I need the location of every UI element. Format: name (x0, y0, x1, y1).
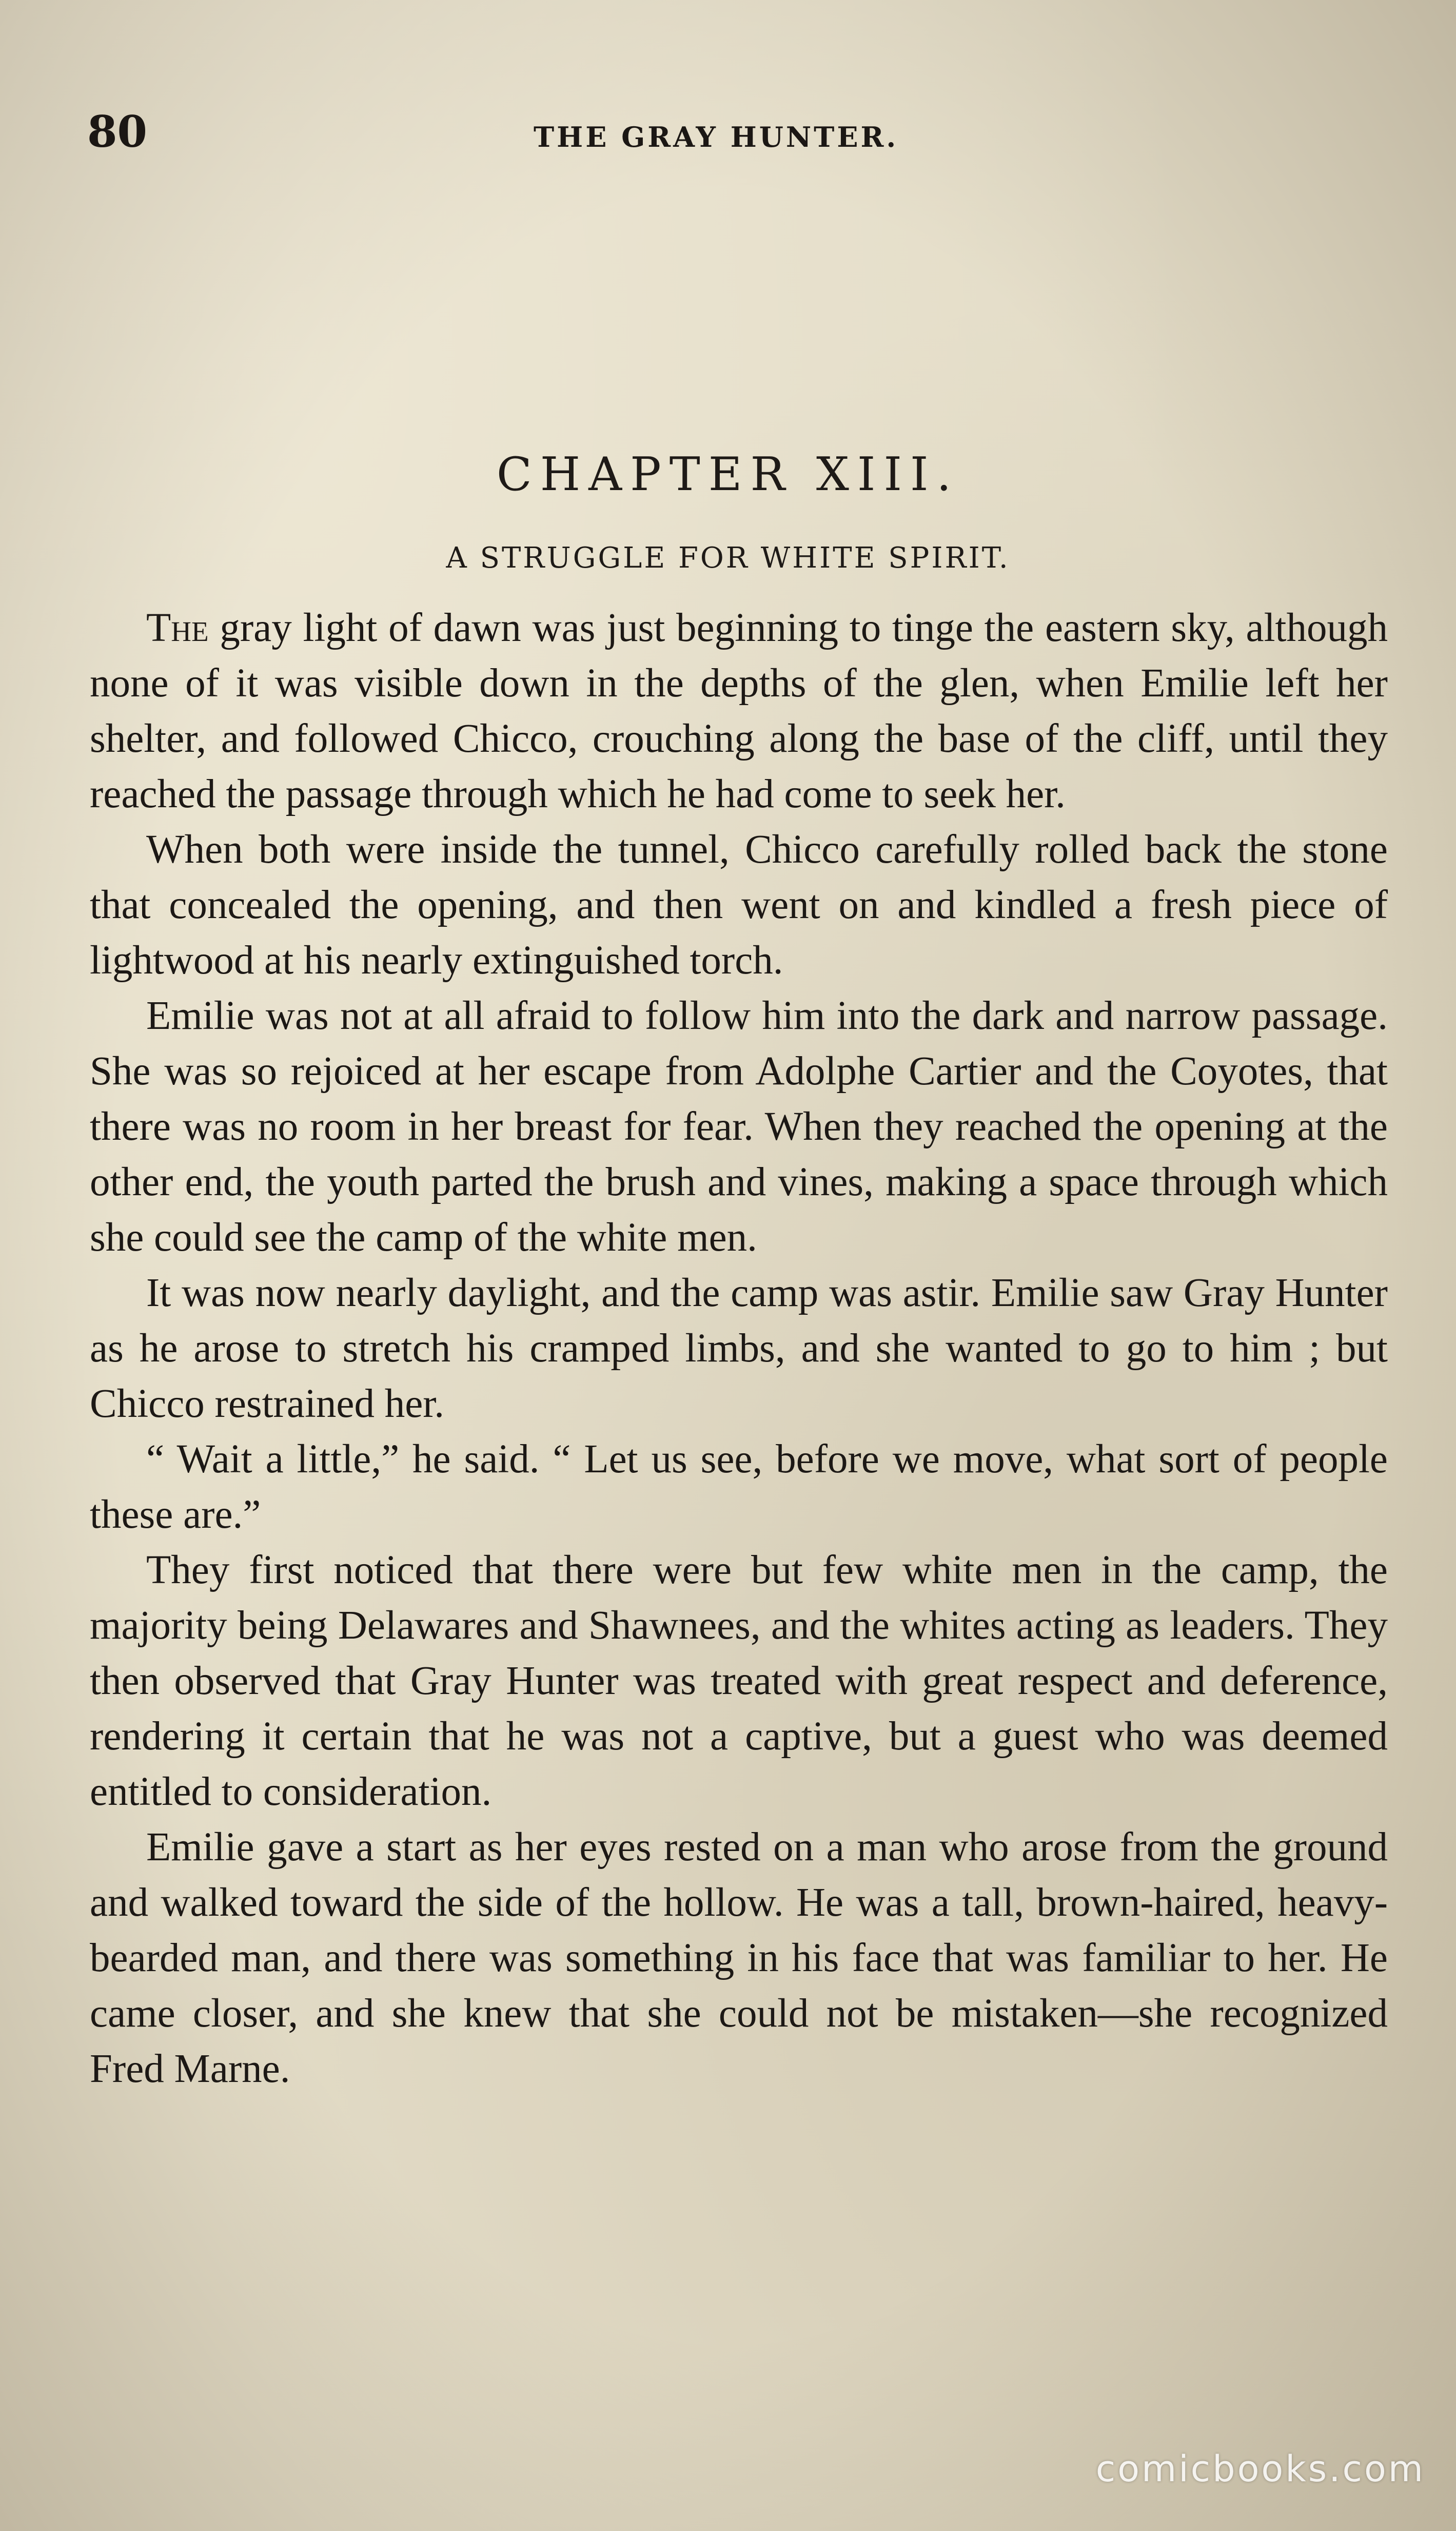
paragraph (90, 1543, 1388, 1820)
paragraph-text: Emilie gave a start as her eyes rested on a man who arose from the ground and walked toward the side of the hollow. He was a tall, brown-haired, heavy-bearded man, and there was something in his face that was familiar to her. He came closer, and she knew that she could not be mistaken—she recognized Fred Marne. (90, 1825, 1388, 2091)
chapter-body (90, 600, 1388, 2097)
paragraph-text: “ Wait a little,” he said. “ Let us see, before we move, what sort of people these are.” (90, 1437, 1388, 1537)
paragraph (90, 1266, 1388, 1432)
paragraph (90, 988, 1388, 1266)
chapter-title: CHAPTER XIII. (496, 447, 960, 501)
running-head: THE GRAY HUNTER. (534, 121, 899, 153)
paragraph-text: They first noticed that there were but few white men in the camp, the majority being Delawares and Shawnees, and the whites acting as leaders. They then observed that Gray Hunter was treated with great respect and deference, rendering it certain that he was not a captive, but a guest who was deemed entitled to consideration. (90, 1548, 1388, 1814)
paragraph (90, 600, 1388, 822)
page-number: 80 (87, 106, 147, 157)
paragraph (90, 822, 1388, 988)
paragraph-text: It was now nearly daylight, and the camp was astir. Emilie saw Gray Hunter as he arose to stretch his cramped limbs, and she wanted to go to him ; but Chicco restrained her. (90, 1271, 1388, 1426)
paragraph-text: When both were inside the tunnel, Chicco carefully rolled back the stone that concealed the opening, and then went on and kindled a fresh piece of lightwood at his nearly extinguished torch. (90, 827, 1388, 983)
paragraph-lead: The (146, 606, 209, 650)
paragraph (90, 1820, 1388, 2097)
watermark: comicbooks.com (1095, 2448, 1425, 2490)
paragraph-text: Emilie was not at all afraid to follow him into the dark and narrow passage. She was so rejoiced at her escape from Adolphe Cartier and the Coyotes, that there was no room in her breast for fear. When they reached the opening at the other end, the youth parted the brush and vines, making a space through which she could see the camp of the white men. (90, 994, 1388, 1260)
paragraph (90, 1432, 1388, 1543)
paragraph-text: gray light of dawn was just beginning to tinge the eastern sky, although none of it was visible down in the depths of the glen, when Emilie left her shelter, and followed Chicco, crouching along the base of the cliff, until they reached the passage through which he had come to seek her. (90, 606, 1388, 816)
chapter-subtitle: A STRUGGLE FOR WHITE SPIRIT. (446, 541, 1010, 575)
